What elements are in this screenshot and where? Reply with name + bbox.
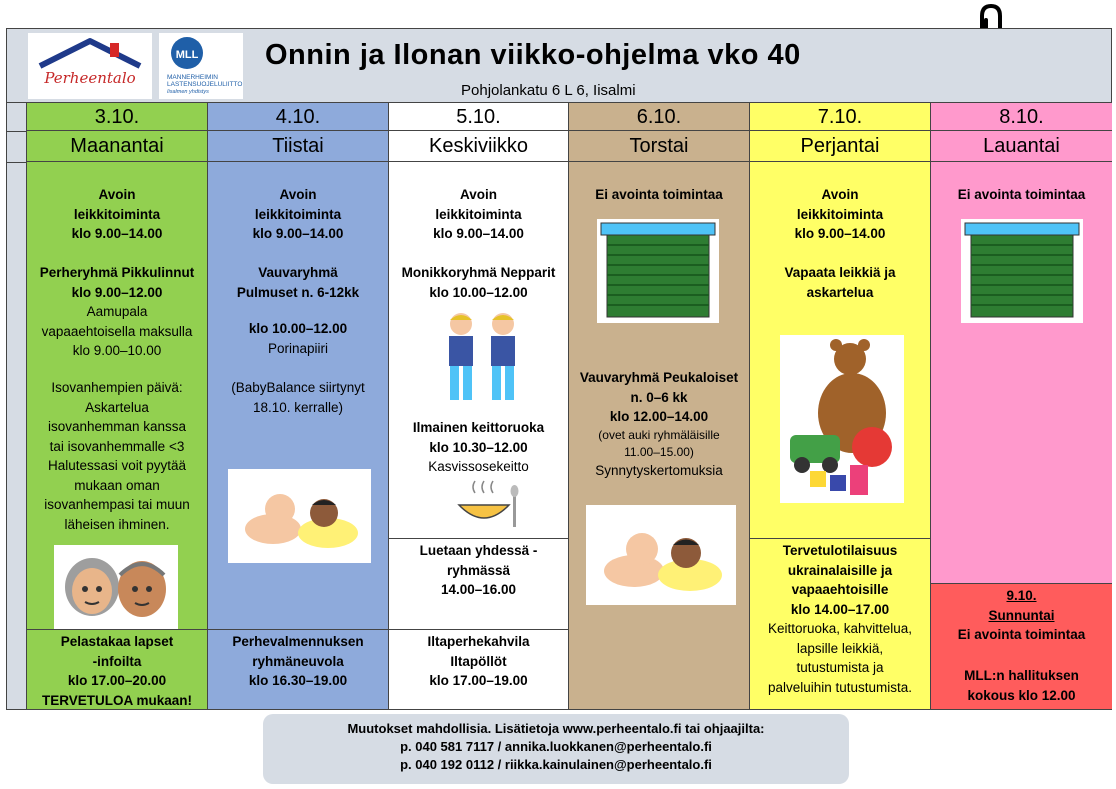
day-name: Keskiviikko xyxy=(389,131,568,162)
text-line: klo 9.00–14.00 xyxy=(433,226,524,241)
day-column-monday xyxy=(27,103,208,709)
baby-group-block xyxy=(569,368,749,480)
text-line: Avoin xyxy=(279,187,317,202)
closed-notice: Ei avointa toimintaa xyxy=(595,187,723,202)
left-gutter xyxy=(7,103,27,709)
page-title: Onnin ja Ilonan viikko-ohjelma vko 40 xyxy=(265,39,801,71)
divider xyxy=(7,131,27,132)
text-line: Synnytyskertomuksia xyxy=(595,462,723,478)
text-line: leikkitoiminta xyxy=(254,206,342,222)
divider xyxy=(750,538,930,539)
text-line: Avoin xyxy=(460,187,497,202)
day-column-friday xyxy=(750,103,931,709)
sunday-header xyxy=(931,586,1112,645)
divider xyxy=(27,629,207,630)
text-line: ukrainalaisille ja xyxy=(787,562,893,578)
twins-group-block xyxy=(389,263,568,302)
text-line: Tervetulotilaisuus xyxy=(782,543,898,558)
twins-picture xyxy=(437,308,527,406)
divider xyxy=(7,162,27,163)
text-line: Vapaata leikkiä ja xyxy=(784,265,896,280)
text-line: klo 10.00–12.00 xyxy=(248,321,348,336)
text-line: Porinapiiri xyxy=(267,340,329,356)
text-line: Iltapöllöt xyxy=(450,653,507,669)
day-column-wednesday xyxy=(389,103,569,709)
day-name: Maanantai xyxy=(27,131,207,162)
mll-logo-line3: Iisalmen yhdistys xyxy=(167,89,209,95)
closed-notice: Ei avointa toimintaa xyxy=(957,187,1086,202)
footer-line: p. 040 581 7117 / annika.luokkanen@perheentalo.fi xyxy=(400,739,712,754)
text-line: Avoin xyxy=(98,187,136,202)
text-line: klo 9.00–10.00 xyxy=(72,343,162,358)
prenatal-clinic-block xyxy=(208,632,388,691)
text-line: kokous klo 12.00 xyxy=(967,687,1076,703)
text-line: Perhevalmennuksen xyxy=(232,634,364,649)
day-column-saturday xyxy=(931,103,1112,709)
text-line: klo 17.00–20.00 xyxy=(67,673,167,688)
text-line: Halutessasi voit pyytää xyxy=(47,458,187,473)
text-line: Ei avointa toimintaa xyxy=(957,627,1086,642)
text-line: tutustumista ja xyxy=(796,660,884,675)
text-line: klo 9.00–12.00 xyxy=(71,284,163,300)
text-line: Pulmuset n. 6-12kk xyxy=(236,284,360,300)
text-line: Perheryhmä Pikkulinnut xyxy=(39,265,195,280)
open-play-block xyxy=(389,185,568,244)
day-column-thursday xyxy=(569,103,750,709)
text-line: Kasvissosekeitto xyxy=(428,459,529,474)
toys-picture xyxy=(780,335,904,503)
text-line: Aamupala xyxy=(86,304,148,319)
evening-info-block xyxy=(27,632,207,710)
text-line: Askartelua xyxy=(85,399,149,415)
text-line: klo 16.30–19.00 xyxy=(248,673,348,688)
day-name: Perjantai xyxy=(750,131,930,162)
text-line: Luetaan yhdessä - xyxy=(419,543,538,558)
text-line: klo 10.30–12.00 xyxy=(429,439,528,455)
text-line: ryhmäneuvola xyxy=(252,653,344,669)
grandparents-picture xyxy=(54,545,178,629)
text-line: Ilmainen keittoruoka xyxy=(412,420,545,435)
text-line: läheisen ihminen. xyxy=(64,516,170,532)
text-line: mukaan oman xyxy=(74,477,160,493)
divider xyxy=(389,629,568,630)
mll-logo xyxy=(159,33,243,99)
weekly-program-sheet xyxy=(6,28,1112,710)
sunday-box xyxy=(931,583,1112,709)
text-line: klo 17.00–19.00 xyxy=(429,673,528,688)
text-line: 18.10. kerralle) xyxy=(252,399,344,415)
footer-line: p. 040 192 0112 / riikka.kainulainen@perheentalo.fi xyxy=(400,757,712,772)
free-soup-block xyxy=(389,418,568,477)
text-line: -infoilta xyxy=(92,653,142,669)
text-line: isovanhemman kanssa xyxy=(47,419,187,434)
address: Pohjolankatu 6 L 6, Iisalmi xyxy=(461,82,636,99)
divider xyxy=(389,538,568,539)
closed-shutter-icon xyxy=(961,219,1083,323)
text-line: (BabyBalance siirtynyt xyxy=(231,380,365,395)
text-line: ryhmässä xyxy=(446,562,511,578)
text-line: lapsille leikkiä, xyxy=(796,640,884,656)
evening-cafe-block xyxy=(389,632,568,691)
text-line: (ovet auki ryhmäläisille xyxy=(598,427,720,442)
text-line: leikkitoiminta xyxy=(435,206,522,222)
day-date: 4.10. xyxy=(208,103,388,131)
day-name: Tiistai xyxy=(208,131,388,162)
text-line: leikkitoiminta xyxy=(73,206,161,222)
text-line: askartelua xyxy=(806,284,874,300)
day-date: 6.10. xyxy=(569,103,749,131)
day-date: 3.10. xyxy=(27,103,207,131)
day-column-tuesday xyxy=(208,103,389,709)
babies-picture xyxy=(228,469,371,563)
contact-footer xyxy=(263,714,849,784)
text-line: klo 12.00–14.00 xyxy=(609,409,709,424)
text-line: isovanhempasi tai muun xyxy=(44,497,190,512)
board-meeting-block xyxy=(931,666,1112,705)
sunday-date: 9.10. xyxy=(1006,588,1037,603)
text-line: tai isovanhemmalle <3 xyxy=(49,438,185,454)
grandparents-day-block xyxy=(27,378,207,534)
text-line: Iltaperhekahvila xyxy=(427,634,530,649)
text-line: Keittoruoka, kahvittelua, xyxy=(767,621,913,636)
divider xyxy=(208,629,388,630)
family-group-block xyxy=(27,263,207,361)
text-line: Pelastakaa lapset xyxy=(60,634,174,649)
text-line: TERVETULOA mukaan! xyxy=(41,692,193,708)
open-play-block xyxy=(27,185,207,244)
text-line: MLL:n hallituksen xyxy=(964,668,1079,683)
day-name: Torstai xyxy=(569,131,749,162)
house-icon xyxy=(28,33,152,99)
text-line: Vauvaryhmä xyxy=(258,265,338,280)
open-play-block xyxy=(208,185,388,244)
ukraine-welcome-block xyxy=(750,541,930,697)
text-line: n. 0–6 kk xyxy=(630,389,688,405)
mll-logo-line1: MANNERHEIMIN xyxy=(167,74,218,81)
text-line: klo 9.00–14.00 xyxy=(71,226,163,241)
text-line: vapaaehtoisella maksulla xyxy=(41,323,193,339)
perheentalo-logo-text: Perheentalo xyxy=(44,69,136,87)
baby-group-time-block xyxy=(208,319,388,358)
text-line: klo 10.00–12.00 xyxy=(429,284,528,300)
text-line: Vauvaryhmä Peukaloiset xyxy=(579,370,739,385)
text-line: palveluihin tutustumista. xyxy=(767,679,913,695)
day-date: 8.10. xyxy=(931,103,1112,131)
text-line: vapaaehtoisille xyxy=(791,582,889,597)
open-play-block xyxy=(750,185,930,244)
text-line: klo 14.00–17.00 xyxy=(790,601,890,617)
text-line: leikkitoiminta xyxy=(796,206,884,222)
text-line: klo 9.00–14.00 xyxy=(794,226,886,241)
day-name: Lauantai xyxy=(931,131,1112,162)
header xyxy=(7,29,1111,103)
babies-picture xyxy=(586,505,736,605)
text-line: klo 9.00–14.00 xyxy=(252,226,344,241)
sunday-name: Sunnuntai xyxy=(988,607,1055,623)
mll-logo-line2: LASTENSUOJELULIITTO xyxy=(167,81,243,88)
text-line: 11.00–15.00) xyxy=(624,444,694,459)
baby-group-block xyxy=(208,263,388,302)
text-line: Monikkoryhmä Nepparit xyxy=(401,265,556,280)
text-line: Avoin xyxy=(821,187,859,202)
soup-bowl-icon xyxy=(453,479,523,533)
text-line: 14.00–16.00 xyxy=(440,582,517,597)
free-play-block xyxy=(750,263,930,302)
closed-shutter-icon xyxy=(597,219,719,323)
text-line: Isovanhempien päivä: xyxy=(51,380,183,395)
perheentalo-logo xyxy=(28,33,152,99)
footer-line: Muutokset mahdollisia. Lisätietoja www.perheentalo.fi tai ohjaajilta: xyxy=(347,721,765,736)
reading-group-block xyxy=(389,541,568,600)
day-date: 7.10. xyxy=(750,103,930,131)
day-date: 5.10. xyxy=(389,103,568,131)
babybalance-note-block xyxy=(208,378,388,417)
mll-logo-text: MLL xyxy=(175,49,199,61)
